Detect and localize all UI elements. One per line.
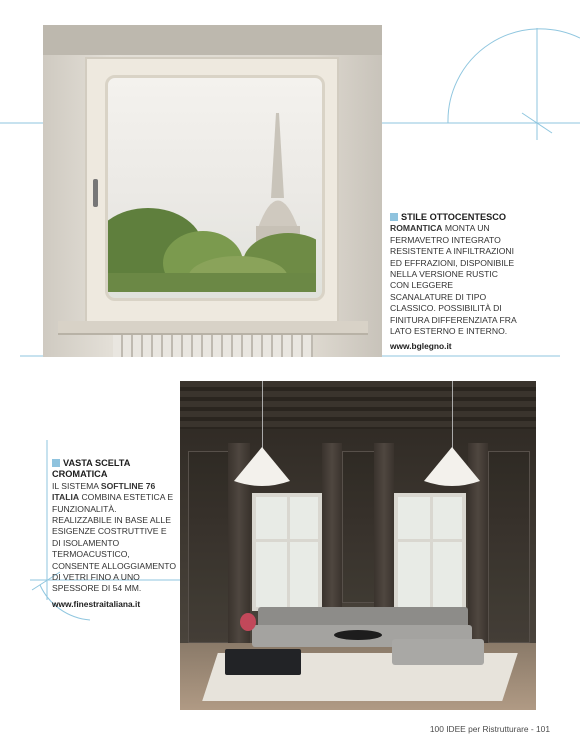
city-view-image <box>108 78 316 292</box>
tall-window <box>394 493 466 611</box>
flower-vase <box>240 613 256 631</box>
sofa-chaise <box>392 639 484 665</box>
wall-panel <box>188 451 230 643</box>
website-link[interactable]: www.bglegno.it <box>390 341 452 352</box>
window-sill <box>58 321 368 335</box>
ceiling-cornice <box>180 381 536 429</box>
caption-title <box>390 212 518 223</box>
caption-body <box>390 223 518 337</box>
interior-photo <box>180 381 536 710</box>
square-bullet-icon <box>52 459 60 467</box>
caption-ottocentesco <box>390 212 518 353</box>
radiator <box>113 335 313 357</box>
caption-scelta-cromatica <box>52 458 176 610</box>
caption-body-text: COMBINA ESTETICA E FUNZIONALITÀ. REALIZZABILE IN BASE ALLE ESIGENZE COSTRUTTIVE E DI ISOLAMENTO TERMOACUSTICO, CONSENTE ALLOGGIAMENTO DI VETRI FINO A UNO SPESSORE DI 54 MM. <box>52 492 177 594</box>
caption-title-text: VASTA SCELTA CROMATICA <box>52 458 131 480</box>
caption-body-text: MONTA UN FERMAVETRO INTEGRATO RESISTENTE A INFILTRAZIONI ED EFFRAZIONI, DISPONIBILE NELLA VERSIONE RUSTIC CON LEGGERE SCANALATURE DI TIPO CLASSICO. POSSIBILITÀ DI FINITURA DIFFERENZIATA FRA LATO ESTERNO E INTERNO. <box>390 223 517 337</box>
caption-body <box>52 481 176 595</box>
ottoman <box>225 649 301 675</box>
website-link[interactable]: www.finestraitaliana.it <box>52 598 141 609</box>
tall-window <box>252 493 322 611</box>
caption-lead: SOFTLINE 76 ITALIA <box>52 480 156 503</box>
pendant-lamp-icon <box>234 447 294 491</box>
wall-panel <box>342 451 376 603</box>
window-handle <box>93 179 98 207</box>
square-bullet-icon <box>390 213 398 221</box>
lamp-cord <box>262 381 263 451</box>
caption-title-text: STILE OTTOCENTESCO <box>401 212 506 222</box>
caption-title <box>52 458 176 481</box>
window-reveal <box>43 25 382 55</box>
window-glass <box>105 75 325 301</box>
page-footer: 100 IDEE per Ristrutturare - 101 <box>429 724 550 734</box>
coffee-table <box>334 630 382 640</box>
lamp-cord <box>452 381 453 451</box>
caption-body-start: IL SISTEMA <box>52 480 101 491</box>
caption-lead: ROMANTICA <box>390 223 443 234</box>
wall-panel <box>488 451 530 643</box>
pendant-lamp-icon <box>424 447 484 491</box>
window-photo <box>43 25 382 357</box>
window-frame <box>85 57 339 327</box>
